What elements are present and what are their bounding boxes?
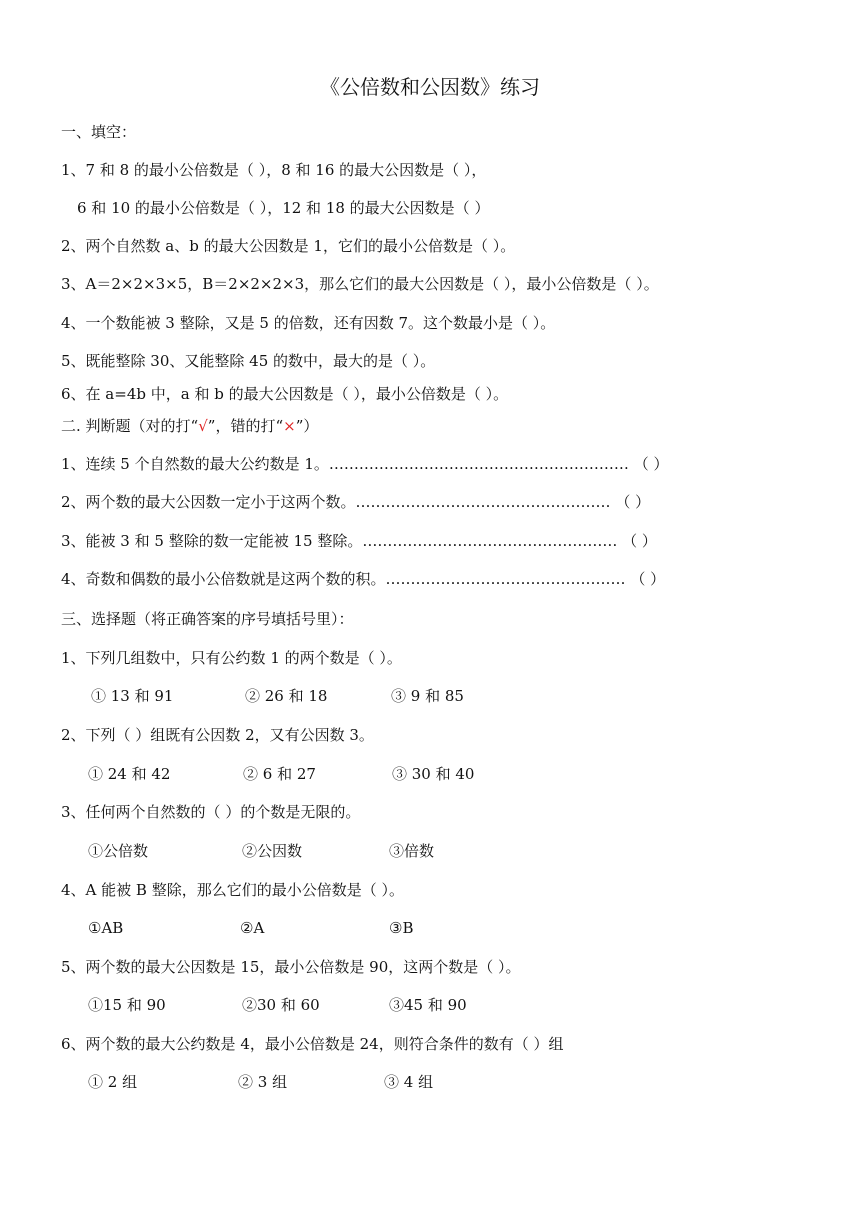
fill-question-3: 3、A＝2×2×3×5，B＝2×2×2×3，那么它们的最大公因数是（ ），最小公倍数是（ ）。 [61,275,659,293]
section2-heading-post: ”） [295,417,319,435]
choice-3-option-2: ②公因数 [242,842,303,860]
fill-question-1a: 1、7 和 8 的最小公倍数是（ ），8 和 16 的最大公因数是（ ）， [61,161,487,179]
choice-6-option-2: ② 3 组 [238,1073,288,1091]
choice-question-5: 5、两个数的最大公因数是 15，最小公倍数是 90，这两个数是（ ）。 [61,958,521,976]
choice-question-1: 1、下列几组数中，只有公约数 1 的两个数是（ ）。 [61,649,402,667]
choice-1-option-1: ① 13 和 91 [91,687,174,705]
choice-2-option-2: ② 6 和 27 [243,765,316,783]
choice-question-4: 4、A 能被 B 整除，那么它们的最小公倍数是（ ）。 [61,881,404,899]
choice-4-option-1: ①AB [88,919,124,937]
judge-item-4: 4、奇数和偶数的最小公倍数就是这两个数的积。………………………………………… （ ） [61,570,666,588]
choice-1-option-2: ② 26 和 18 [245,687,328,705]
choice-question-6: 6、两个数的最大公约数是 4，最小公倍数是 24，则符合条件的数有（ ）组 [61,1035,564,1053]
choice-6-option-3: ③ 4 组 [384,1073,434,1091]
choice-2-option-1: ① 24 和 42 [88,765,171,783]
choice-5-option-1: ①15 和 90 [88,996,166,1014]
cross-mark-icon: × [283,417,296,435]
section2-heading-pre: 二. 判断题（对的打“ [61,417,199,435]
choice-question-2: 2、下列（ ）组既有公因数 2，又有公因数 3。 [61,726,374,744]
choice-2-option-3: ③ 30 和 40 [392,765,475,783]
judge-item-1: 1、连续 5 个自然数的最大公约数是 1。…………………………………………………… （ ） [61,455,669,473]
choice-3-option-3: ③倍数 [389,842,435,860]
fill-question-5: 5、既能整除 30、又能整除 45 的数中，最大的是（ ）。 [61,352,436,370]
section1-heading: 一、填空： [61,123,137,141]
fill-question-6: 6、在 a=4b 中，a 和 b 的最大公因数是（ ），最小公倍数是（ ）。 [61,385,509,403]
choice-1-option-3: ③ 9 和 85 [391,687,464,705]
page-title: 《公倍数和公因数》练习 [320,75,540,99]
section3-heading: 三、选择题（将正确答案的序号填括号里）： [61,610,354,628]
fill-question-1b: 6 和 10 的最小公倍数是（ ），12 和 18 的最大公因数是（ ） [77,199,490,217]
section2-heading [61,416,318,436]
judge-item-2: 2、两个数的最大公因数一定小于这两个数。…………………………………………… （ ） [61,493,651,511]
section2-heading-mid: ”，错的打“ [207,417,284,435]
fill-question-4: 4、一个数能被 3 整除，又是 5 的倍数，还有因数 7。这个数最小是（ ）。 [61,314,556,332]
check-mark-icon: √ [198,417,208,435]
choice-6-option-1: ① 2 组 [88,1073,138,1091]
choice-4-option-2: ②A [240,919,265,937]
choice-3-option-1: ①公倍数 [88,842,149,860]
judge-item-3: 3、能被 3 和 5 整除的数一定能被 15 整除。…………………………………………… （ ） [61,532,657,550]
fill-question-2: 2、两个自然数 a、b 的最大公因数是 1，它们的最小公倍数是（ ）。 [61,237,516,255]
choice-5-option-3: ③45 和 90 [389,996,467,1014]
choice-question-3: 3、任何两个自然数的（ ）的个数是无限的。 [61,803,361,821]
choice-4-option-3: ③B [389,919,414,937]
choice-5-option-2: ②30 和 60 [242,996,320,1014]
